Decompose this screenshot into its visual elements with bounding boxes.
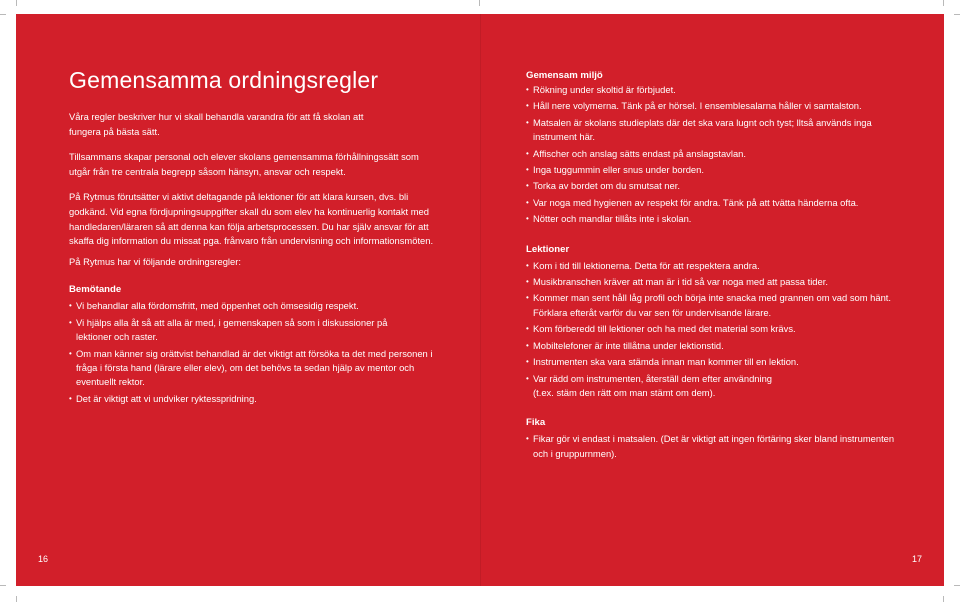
crop-mark [943, 596, 944, 602]
list-item: • Musikbranschen kräver att man är i tid så var noga med att passa tider. [526, 275, 901, 289]
list-item: • Torka av bordet om du smutsat ner. [526, 179, 901, 193]
page-number-right: 17 [912, 554, 923, 564]
section-heading-miljo: Gemensam miljö [526, 70, 603, 81]
list-item: • Kommer man sent håll låg profil och börja inte snacka med grannen om vad som hänt. Förklara efteråt varför du var sen för undervisande lärare. [526, 291, 901, 320]
attendance-paragraph: På Rytmus förutsätter vi aktivt deltagande på lektioner för att klara kursen, dvs. bli godkänd. Vid egna fördjupningsuppgifter skall du som elev ha kontinuerlig kontakt med handledaren/läraren så att denna kan följa arbetsprocessen. Du har själv ansvar för att skaffa dig information du missat pga. frånvaro från undervisning och informationsmöten. [69, 191, 434, 247]
bemotande-list [69, 299, 444, 406]
values-paragraph: Tillsammans skapar personal och elever skolans gemensamma förhållningssätt som utgår från tre centrala begrepp såsom hänsyn, ansvar och respekt. [69, 151, 419, 177]
list-item: • Matsalen är skolans studieplats där det ska vara lugnt och tyst; lltså används inga instrument här. [526, 116, 901, 145]
section-heading-fika: Fika [526, 417, 546, 429]
miljo-list [526, 83, 901, 227]
list-item: • Var rädd om instrumenten, återställ dem efter användning (t.ex. stäm den rätt om man stämt om dem). [526, 372, 783, 401]
left-page-content [69, 66, 444, 408]
crop-mark [16, 596, 17, 602]
crop-mark [943, 0, 944, 6]
crop-mark [16, 0, 17, 6]
section-heading-bemotande: Bemötande [69, 284, 122, 296]
spine-divider [480, 14, 481, 586]
list-item: • Nötter och mandlar tillåts inte i skolan. [526, 212, 901, 226]
list-item: • Mobiltelefoner är inte tillåtna under lektionstid. [526, 339, 901, 353]
page-number-left: 16 [38, 554, 49, 564]
list-item: • Var noga med hygienen av respekt för andra. Tänk på att tvätta händerna ofta. [526, 196, 901, 210]
section-heading-lektioner: Lektioner [526, 243, 570, 255]
intro-paragraph: Våra regler beskriver hur vi skall behandla varandra för att få skolan att fungera på bästa sätt. [69, 111, 364, 137]
crop-mark [479, 0, 480, 6]
crop-mark [0, 14, 6, 15]
list-item: • Om man känner sig orättvist behandlad är det viktigt att försöka ta det med personen i fråga i första hand (lärare eller elev), om det behövs ta sedan hjälp av mentor och eventuellt rektor. [69, 347, 444, 390]
list-item: • Kom förberedd till lektioner och ha med det material som krävs. [526, 322, 901, 336]
list-item: • Rökning under skoltid är förbjudet. [526, 83, 901, 97]
list-item: • Affischer och anslag sätts endast på anslagstavlan. [526, 147, 901, 161]
list-item: • Inga tuggummin eller snus under borden. [526, 163, 901, 177]
list-item: • Håll nere volymerna. Tänk på er hörsel. I ensemblesalarna håller vi samtalston. [526, 99, 901, 113]
lektioner-list [526, 259, 901, 401]
fika-list [526, 432, 901, 461]
page-title: Gemensamma ordningsregler [69, 67, 379, 93]
list-item: • Instrumenten ska vara stämda innan man kommer till en lektion. [526, 355, 901, 369]
list-item: • Kom i tid till lektionerna. Detta för att respektera andra. [526, 259, 901, 273]
page-spread [16, 14, 944, 586]
list-item: • Fikar gör vi endast i matsalen. (Det är viktigt att ingen förtäring sker bland instrumenten och i gruppurnmen). [526, 432, 901, 461]
rules-intro: På Rytmus har vi följande ordningsregler: [69, 255, 241, 267]
crop-mark [0, 585, 6, 586]
crop-mark [954, 585, 960, 586]
list-item: • Vi behandlar alla fördomsfritt, med öppenhet och ömsesidig respekt. [69, 299, 444, 313]
list-item: • Vi hjälps alla åt så att alla är med, i gemenskapen så som i diskussioner på lektioner och raster. [69, 316, 406, 345]
right-page-content [526, 69, 901, 463]
list-item: • Det är viktigt att vi undviker ryktesspridning. [69, 392, 444, 406]
crop-mark [954, 14, 960, 15]
